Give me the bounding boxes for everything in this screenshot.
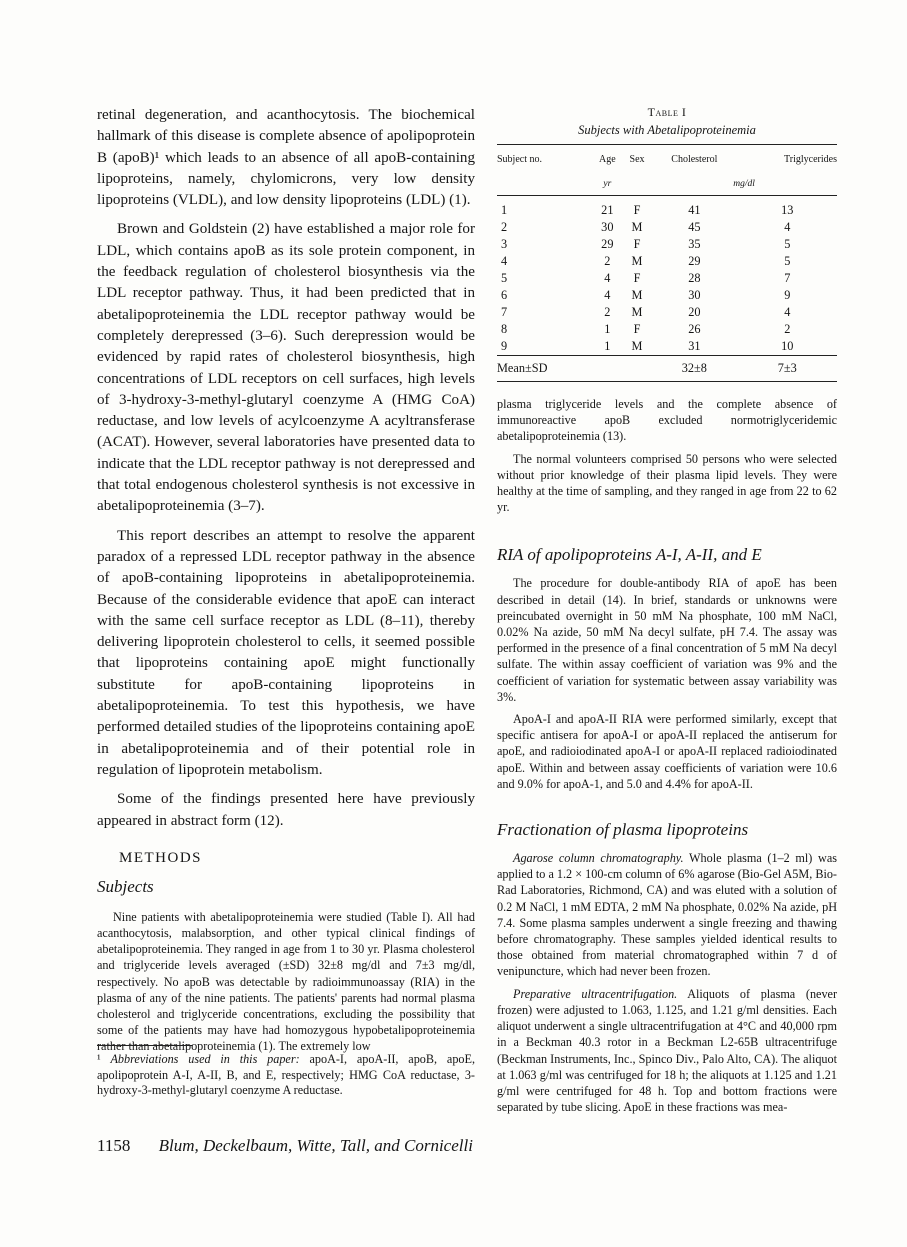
intro-paragraph-3: This report describes an attempt to resolve the apparent paradox of a repressed LDL receptor pathway in the absence of apoB-containing lipoproteins in abetalipoproteinemia. Because of the considerable evidence that apoE can interact with the same cell surface receptor as LDL (8–11), thereby delivering lipoprotein cholesterol to cells, it seemed possible that lipoproteins containing apoE might functionally substitute for apoB-containing lipoproteins in abetalipoproteinemia. To test this hypothesis, we have performed detailed studies of the lipoproteins containing apoE in abetalipoproteinemia and of their potential role in regulation of lipoprotein metabolism. — [97, 527, 475, 778]
triglycerides-cell: 5 — [784, 254, 791, 268]
subject-cell: 2 — [501, 220, 508, 234]
right-paragraph-2: The normal volunteers comprised 50 persons who were selected without prior knowledge of their plasma lipid levels. They were healthy at the time of sampling, and they ranged in age from 22 to 62 yr. — [497, 451, 837, 515]
footnote-marker: ¹ — [97, 1052, 101, 1066]
triglycerides-cell: 4 — [784, 220, 791, 234]
triglycerides-cell: 9 — [784, 288, 791, 302]
triglycerides-cell: 2 — [784, 322, 791, 336]
fractionation-heading: Fractionation of plasma lipoproteins — [497, 820, 749, 840]
table-header-age: Age — [598, 154, 616, 165]
age-cell: 30 — [601, 220, 614, 234]
age-cell: 1 — [604, 339, 611, 353]
cholesterol-cell: 20 — [688, 305, 701, 319]
age-cell: 2 — [604, 305, 611, 319]
cholesterol-cell: 31 — [688, 339, 701, 353]
table-row — [497, 196, 837, 220]
table-row — [497, 253, 837, 270]
intro-paragraph-2: Brown and Goldstein (2) have established a major role for LDL, which contains apoB as its sole protein component, in the feedback regulation of cholesterol biosynthesis via the LDL receptor pathway. Thus, it had been predicted that in abetalipoproteinemia the LDL receptor pathway would be completely derepressed (3–6). Such derepression would be evidenced by rapid rates of cholesterol biosynthesis, high concentrations of LDL receptors on cell surfaces, high levels of 3-hydroxy-3-methyl-glutaryl coenzyme A (HMG CoA) reductase, and low levels of acylcoenzyme A acyltransferase (ACAT). However, several laboratories have presented data to indicate that the LDL receptor pathway is not derepressed and that total endogenous cholesterol synthesis is not excessive in abetalipoproteinemia (3–7). — [97, 221, 475, 515]
mean-triglycerides: 7±3 — [738, 356, 837, 382]
cholesterol-cell: 41 — [688, 203, 701, 217]
subject-cell: 3 — [501, 237, 508, 251]
table-caption — [497, 105, 837, 120]
agarose-text: Whole plasma (1–2 ml) was applied to a 1.2 × 100-cm column of 6% agarose (Bio-Gel A5M, Bio-Rad Laboratories, Richmond, CA) and was eluted with a solution of 0.2 M NaCl, 1 mM EDTA, 2 mM Na phosphate, 0.02% Na azide, pH 7.4. Some plasma samples underwent a single freezing and thawing before chromatography. These samples yielded identical results to those obtained from material chromatographed within 7 d of venipuncture, which had never been frozen. — [497, 851, 837, 979]
intro-paragraph-4: Some of the findings presented here have previously appeared in abstract form (12). — [97, 791, 475, 829]
ria-paragraph-2: ApoA-I and apoA-II RIA were performed similarly, except that specific antisera for apoA-I or apoA-II replaced the antiserum for apoE, and radioiodinated apoA-I or apoA-II replaced radioiodinated apoE. Within and between assay coefficients of variation were 10.6 and 9.0% for apoA-1, and 5.0 and 4.4% for apoA-II. — [497, 712, 837, 791]
table-mean-row — [497, 356, 837, 382]
subject-cell: 5 — [501, 271, 508, 285]
right-paragraph-1: plasma triglyceride levels and the complete absence of immunoreactive apoB excluded normotriglyceridemic abetalipoproteinemia (13). — [497, 397, 837, 444]
age-cell: 4 — [604, 271, 611, 285]
footnote-label: Abbreviations used in this paper: — [110, 1052, 300, 1066]
triglycerides-cell: 7 — [784, 271, 791, 285]
ultracentrifugation-paragraph — [497, 986, 837, 1116]
sex-cell: F — [633, 237, 641, 251]
intro-paragraph-1: retinal degeneration, and acanthocytosis. The biochemical hallmark of this disease is complete absence of apolipoprotein B (apoB)¹ which leads to an absence of all apoB-containing lipoproteins, namely, chylomicrons, very low density lipoproteins (VLDL), and low density lipoproteins (LDL) (1). — [97, 107, 475, 209]
left-column — [97, 105, 475, 1055]
table-row — [497, 236, 837, 253]
footnote-rule — [97, 1045, 192, 1046]
table-subtitle: Subjects with Abetalipoproteinemia — [578, 123, 756, 137]
sex-cell: F — [633, 322, 641, 336]
table-body — [497, 196, 837, 356]
table-row — [497, 338, 837, 356]
subjects-paragraph: Nine patients with abetalipoproteinemia were studied (Table I). All had acanthocytosis, malabsorption, and other typical clinical findings of abetalipoproteinemia. They ranged in age from 1 to 30 yr. Plasma cholesterol and triglyceride levels averaged (±SD) 32±8 mg/dl and 7±3 mg/dl, respectively. No apoB was detectable by radioimmunoassay (RIA) in the plasma of any of the nine patients. The patients' parents had normal plasma cholesterol and triglyceride concentrations, excluding the possibility that some of the patients may have had homozygous hypobetalipoproteinemia rather than abetalipoproteinemia (1). The extremely low — [97, 909, 475, 1054]
triglycerides-cell: 10 — [781, 339, 794, 353]
table-row — [497, 321, 837, 338]
ultracentrifugation-text: Aliquots of plasma (never frozen) were adjusted to 1.063, 1.125, and 1.21 g/ml densities. Each aliquot underwent a single ultracentrifugation at 4°C and 40,000 rpm in a Beckman 40.3 rotor in a Beckman L2-65B ultracentrifuge (Beckman Instruments, Inc., Spinco Div., Palo Alto, CA). The aliquot at 1.063 g/ml was centrifuged for 18 h; the aliquots at 1.125 and 1.21 g/ml were centrifuged for 48 h. Top and bottom fractions were separated by tube slicing. ApoE in these fractions was mea- — [497, 986, 838, 1115]
subject-cell: 9 — [501, 339, 508, 353]
sex-cell: M — [631, 220, 643, 234]
age-cell: 1 — [604, 322, 611, 336]
cholesterol-cell: 29 — [688, 254, 701, 268]
subjects-heading: Subjects — [97, 876, 154, 896]
sex-cell: F — [633, 271, 641, 285]
table-header-subject: Subject no. — [497, 154, 542, 165]
triglycerides-cell: 4 — [784, 305, 791, 319]
running-authors: Blum, Deckelbaum, Witte, Tall, and Cornicelli — [158, 1136, 473, 1155]
table-row — [497, 270, 837, 287]
age-cell: 2 — [604, 254, 611, 268]
table-header-triglycerides: Triglycerides — [784, 154, 837, 165]
ria-paragraph-1: The procedure for double-antibody RIA of apoE has been described in detail (14). In brief, standards or unknowns were preincubated overnight in 50 mM Na phosphate, 100 mM NaCl, 0.02% Na azide, 50 mM Na decyl sulfate, pH 7.4. The assay was performed in the presence of a final concentration of 5 mM Na decyl sulfate. The within assay coefficient of variation was 9% and the coefficient of variation for systematic between assay variability was 3%. — [497, 576, 837, 704]
page-footer — [97, 1136, 473, 1156]
ria-heading: RIA of apolipoproteins A-I, A-II, and E — [497, 545, 762, 565]
agarose-paragraph — [497, 850, 837, 980]
page-number: 1158 — [97, 1136, 131, 1155]
mean-label: Mean±SD — [497, 356, 592, 382]
sex-cell: M — [631, 305, 643, 319]
cholesterol-cell: 35 — [688, 237, 701, 251]
table-row — [497, 287, 837, 304]
sex-cell: M — [631, 339, 643, 353]
triglycerides-cell: 13 — [781, 203, 794, 217]
right-column — [497, 105, 837, 1115]
agarose-lead: Agarose column chromatography. — [513, 851, 684, 866]
footnote-text: apoA-I, apoA-II, apoB, apoE, apolipoprotein A-I, A-II, B, and E, respectively; HMG CoA reductase, 3-hydroxy-3-methyl-glutaryl coenzyme A reductase. — [97, 1052, 475, 1097]
subject-cell: 4 — [501, 254, 508, 268]
subjects-table — [497, 144, 837, 382]
age-cell: 4 — [604, 288, 611, 302]
table-row — [497, 219, 837, 236]
table-row — [497, 304, 837, 321]
subject-cell: 6 — [501, 288, 508, 302]
table-header-cholesterol: Cholesterol — [671, 154, 718, 165]
unit-lipids: mg/dl — [733, 179, 755, 189]
table-caption-text: Table I — [647, 105, 687, 119]
cholesterol-cell: 30 — [688, 288, 701, 302]
cholesterol-cell: 28 — [688, 271, 701, 285]
sex-cell: F — [633, 203, 641, 217]
table-header-sex: Sex — [629, 154, 645, 165]
cholesterol-cell: 45 — [688, 220, 701, 234]
subject-cell: 7 — [501, 305, 508, 319]
cholesterol-cell: 26 — [688, 322, 701, 336]
sex-cell: M — [631, 254, 643, 268]
age-cell: 21 — [601, 203, 614, 217]
subject-cell: 8 — [501, 322, 508, 336]
age-cell: 29 — [601, 237, 614, 251]
footnote — [97, 1045, 475, 1099]
ultracentrifugation-lead: Preparative ultracentrifugation. — [513, 986, 678, 1001]
sex-cell: M — [631, 288, 643, 302]
subject-cell: 1 — [501, 203, 508, 217]
triglycerides-cell: 5 — [784, 237, 791, 251]
methods-heading: METHODS — [119, 849, 203, 866]
unit-age: yr — [603, 179, 612, 189]
mean-cholesterol: 32±8 — [651, 356, 738, 382]
